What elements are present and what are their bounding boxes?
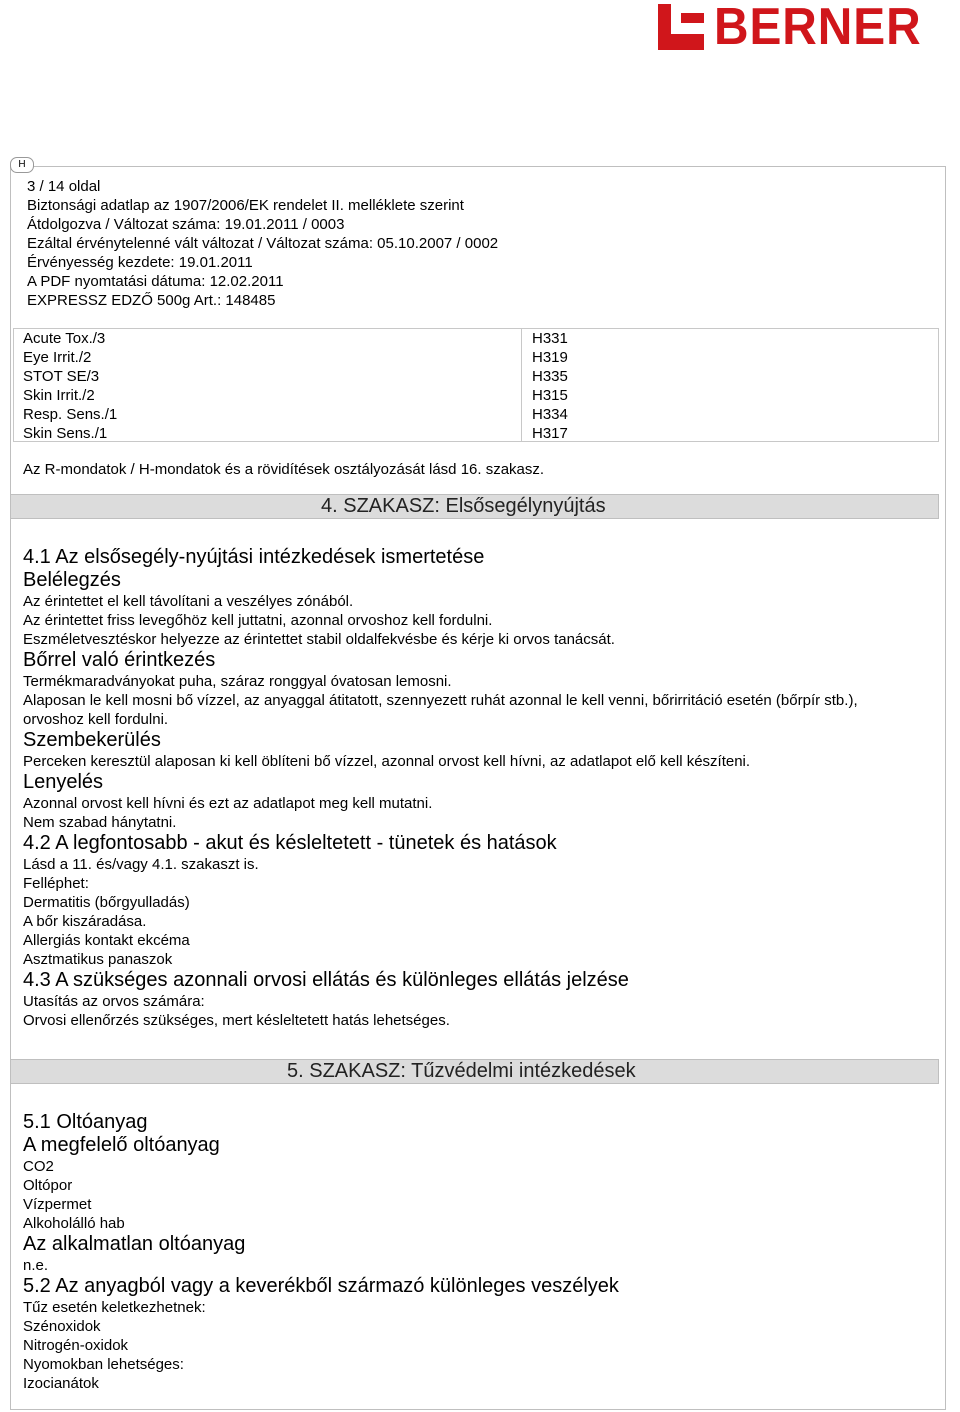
berner-logo-text: BERNER xyxy=(714,0,922,56)
section-4-bar xyxy=(10,494,939,519)
skin-contact-heading: Bőrrel való érintkezés xyxy=(23,649,216,671)
symptoms-text: Dermatitis (bőrgyulladás) xyxy=(23,894,190,911)
symptoms-text: A bőr kiszáradása. xyxy=(23,913,147,930)
eye-contact-heading: Szembekerülés xyxy=(23,729,161,751)
inhalation-text: Az érintettet el kell távolítani a veszélyes zónából. xyxy=(23,593,354,610)
special-hazards-item: Nyomokban lehetséges: xyxy=(23,1356,184,1373)
symptoms-text: Asztmatikus panaszok xyxy=(23,951,173,968)
suitable-media-item: Alkoholálló hab xyxy=(23,1215,125,1232)
berner-logo-mark xyxy=(658,4,704,50)
hazard-codes-column xyxy=(532,329,568,443)
ingestion-text: Nem szabad hánytatni. xyxy=(23,814,177,831)
hazard-class: STOT SE/3 xyxy=(23,368,100,385)
print-date-line: A PDF nyomtatási dátuma: 12.02.2011 xyxy=(27,273,284,290)
hungarian-language-badge: H xyxy=(10,157,34,173)
subsection-4-2-title: 4.2 A legfontosabb - akut és késleltetett - tünetek és hatások xyxy=(23,832,557,854)
document-header xyxy=(27,177,498,310)
inhalation-heading: Belélegzés xyxy=(23,569,121,591)
hazard-classes-column xyxy=(23,329,117,443)
berner-logo xyxy=(658,0,940,56)
skin-contact-text: Termékmaradványokat puha, száraz ronggyal óvatosan lemosni. xyxy=(23,673,452,690)
section-5-bar xyxy=(10,1059,939,1084)
ingestion-text: Azonnal orvost kell hívni és ezt az adatlapot meg kell mutatni. xyxy=(23,795,433,812)
suitable-media-item: CO2 xyxy=(23,1158,54,1175)
hazard-class: Acute Tox./3 xyxy=(23,330,106,347)
hazard-code: H317 xyxy=(532,425,568,442)
product-line: EXPRESSZ EDZŐ 500g Art.: 148485 xyxy=(27,292,276,309)
hazard-code: H331 xyxy=(532,330,568,347)
subsection-4-3-title: 4.3 A szükséges azonnali orvosi ellátás és különleges ellátás jelzése xyxy=(23,969,629,991)
superseded-line: Ezáltal érvénytelenné vált változat / Változat száma: 05.10.2007 / 0002 xyxy=(27,235,499,252)
unsuitable-media-heading: Az alkalmatlan oltóanyag xyxy=(23,1233,246,1255)
unsuitable-media-item: n.e. xyxy=(23,1257,49,1274)
regulation-line: Biztonsági adatlap az 1907/2006/EK rendelet II. melléklete szerint xyxy=(27,197,464,214)
section-4-content xyxy=(23,545,913,1030)
section-5-title: 5. SZAKASZ: Tűzvédelmi intézkedések xyxy=(287,1060,636,1082)
hazard-class: Eye Irrit./2 xyxy=(23,349,92,366)
hazard-code: H334 xyxy=(532,406,568,423)
suitable-media-item: Vízpermet xyxy=(23,1196,92,1213)
subsection-5-2-title: 5.2 Az anyagból vagy a keverékből származó különleges veszélyek xyxy=(23,1275,619,1297)
medical-attention-text: Orvosi ellenőrzés szükséges, mert késleltetett hatás lehetséges. xyxy=(23,1012,450,1029)
hazard-code: H319 xyxy=(532,349,568,366)
section-4-title: 4. SZAKASZ: Elsősegélynyújtás xyxy=(321,495,606,517)
ingestion-heading: Lenyelés xyxy=(23,771,104,793)
special-hazards-item: Nitrogén-oxidok xyxy=(23,1337,129,1354)
hazard-class: Resp. Sens./1 xyxy=(23,406,118,423)
section-5-content xyxy=(23,1110,619,1393)
hazard-code: H335 xyxy=(532,368,568,385)
hazard-classification-table xyxy=(13,328,939,442)
subsection-5-1-title: 5.1 Oltóanyag xyxy=(23,1111,148,1133)
page-count: 3 / 14 oldal xyxy=(27,178,101,195)
hazard-class: Skin Sens./1 xyxy=(23,425,108,442)
table-divider xyxy=(521,329,522,441)
symptoms-text: Allergiás kontakt ekcéma xyxy=(23,932,190,949)
special-hazards-item: Szénoxidok xyxy=(23,1318,101,1335)
skin-contact-text: Alaposan le kell mosni bő vízzel, az anyaggal átitatott, szennyezett ruhát azonnal le kell venni, bőrirritáció esetén (bőrpír stb.), orvoshoz kell fordulni. xyxy=(23,692,858,728)
suitable-media-heading: A megfelelő oltóanyag xyxy=(23,1134,220,1156)
validity-line: Érvényesség kezdete: 19.01.2011 xyxy=(27,254,253,271)
classification-note: Az R-mondatok / H-mondatok és a rövidítések osztályozását lásd 16. szakasz. xyxy=(23,461,545,478)
revision-line: Átdolgozva / Változat száma: 19.01.2011 / 0003 xyxy=(27,216,345,233)
hazard-code: H315 xyxy=(532,387,568,404)
medical-attention-text: Utasítás az orvos számára: xyxy=(23,993,205,1010)
eye-contact-text: Perceken keresztül alaposan ki kell öblíteni bő vízzel, azonnal orvost kell hívni, az adatlapot elő kell készíteni. xyxy=(23,753,751,770)
symptoms-text: Felléphet: xyxy=(23,875,89,892)
symptoms-text: Lásd a 11. és/vagy 4.1. szakaszt is. xyxy=(23,856,259,873)
special-hazards-item: Tűz esetén keletkezhetnek: xyxy=(23,1299,206,1316)
inhalation-text: Eszméletvesztéskor helyezze az érintettet stabil oldalfekvésbe és kérje ki orvos tanácsát. xyxy=(23,631,615,648)
special-hazards-item: Izocianátok xyxy=(23,1375,99,1392)
suitable-media-item: Oltópor xyxy=(23,1177,73,1194)
subsection-4-1-title: 4.1 Az elsősegély-nyújtási intézkedések ismertetése xyxy=(23,546,485,568)
hazard-class: Skin Irrit./2 xyxy=(23,387,95,404)
inhalation-text: Az érintettet friss levegőhöz kell juttatni, azonnal orvoshoz kell fordulni. xyxy=(23,612,493,629)
